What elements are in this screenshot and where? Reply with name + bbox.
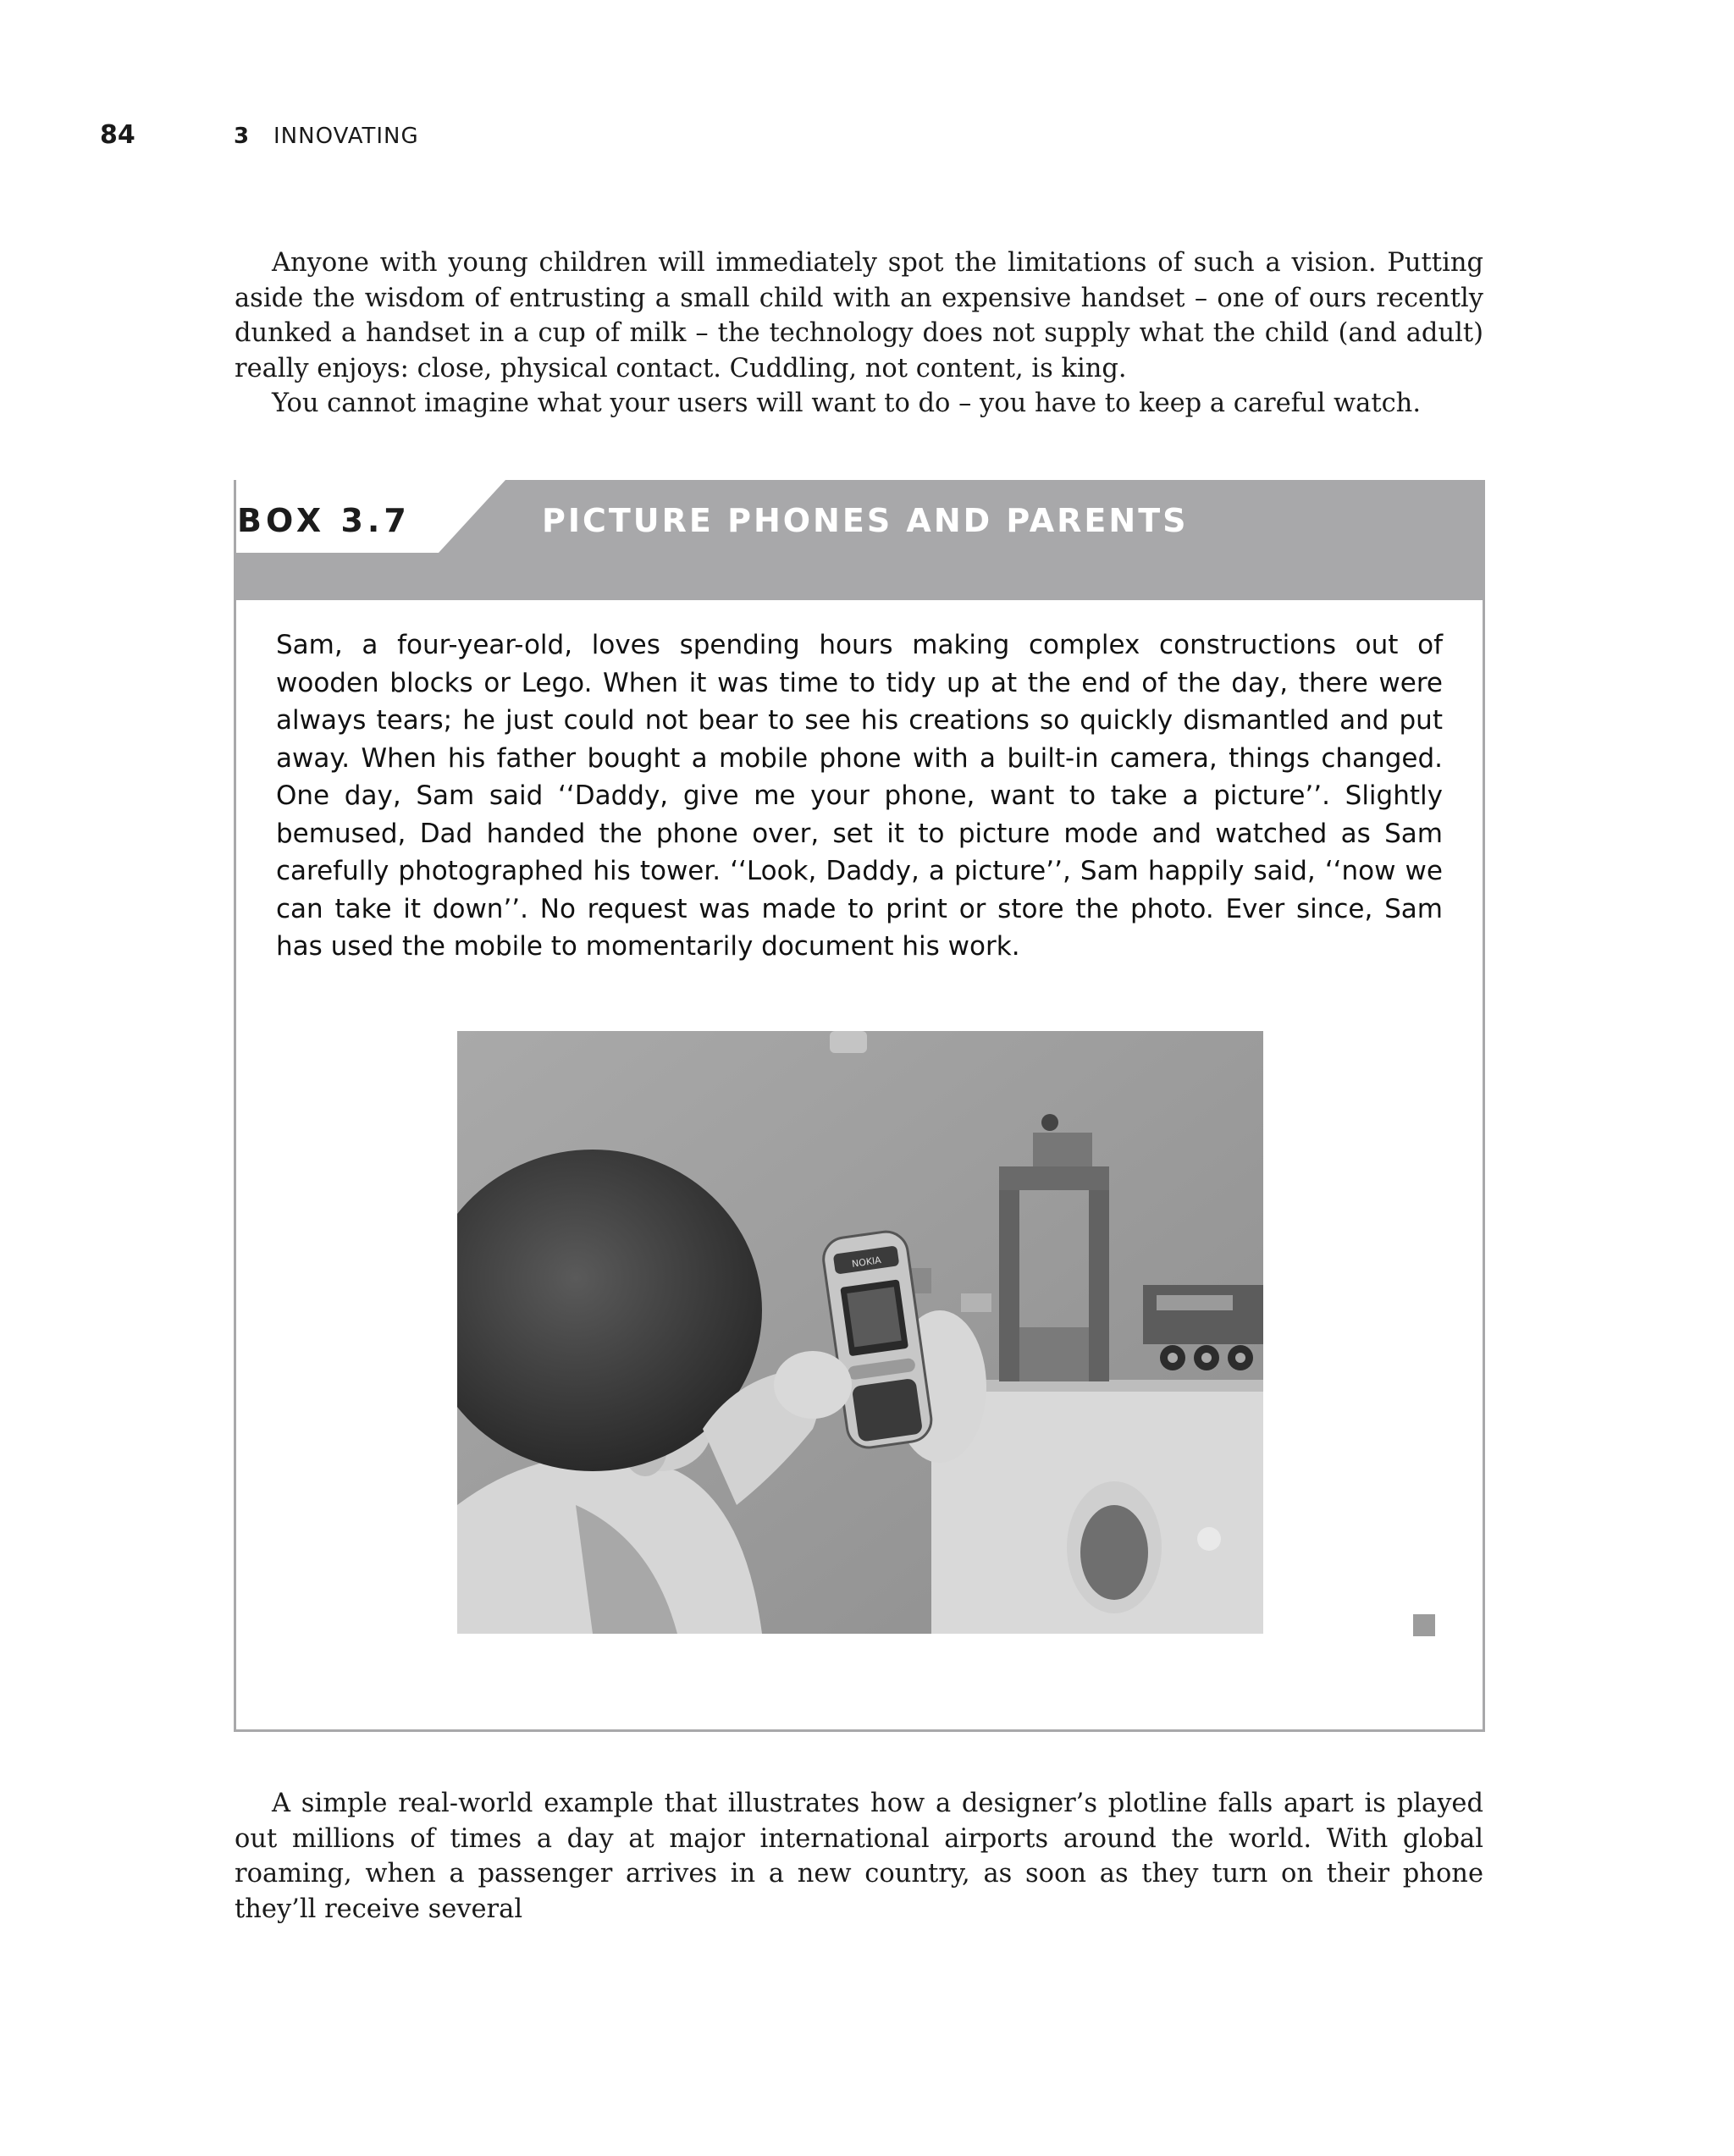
box-3-7 (234, 480, 1485, 1734)
paragraph: A simple real-world example that illustrates how a designer’s plotline falls apart is played out millions of times a day at major international airports around the world. With global roaming, when a passenger arrives in a new country, as soon as they turn on their phone they’ll receive several (235, 1789, 1483, 1924)
box-end-marker (1413, 1614, 1435, 1636)
body-text-top (235, 245, 1483, 422)
chapter-number: 3 (234, 124, 250, 149)
box-title: PICTURE PHONES AND PARENTS (542, 502, 1189, 539)
chapter-title: INNOVATING (273, 124, 419, 149)
paragraph: You cannot imagine what your users will want to do – you have to keep a careful watch. (272, 389, 1422, 418)
box-body-text: Sam, a four-year-old, loves spending hours making complex constructions out of wooden blocks or Lego. When it was time to tidy up at the end of the day, there were always tears; he just could not bear to see his creations so quickly dismantled and put away. When his father bought a mobile phone with a built-in camera, things changed. One day, Sam said ‘‘Daddy, give me your phone, want to take a picture’’. Slightly bemused, Dad handed the phone over, set it to picture mode and watched as Sam carefully photographed his tower. ‘‘Look, Daddy, a picture’’, Sam happily said, ‘‘now we can take it down’’. No request was made to print or store the photo. Ever since, Sam has used the mobile to momentarily document his work. (276, 630, 1443, 962)
page-number: 84 (100, 120, 135, 150)
phone-brand-label: NOKIA (851, 1254, 882, 1270)
running-head (100, 120, 1488, 154)
paragraph: Anyone with young children will immediately spot the limitations of such a vision. Putting aside the wisdom of entrusting a small child with an expensive handset – one of ours recently dunked a handset in a cup of milk – the technology does not supply what the child (and adult) really enjoys: close, physical contact. Cuddling, not content, is king. (235, 248, 1483, 383)
body-text-bottom (235, 1786, 1483, 1927)
photo-boy-with-camera-phone (457, 1031, 1263, 1634)
box-label: BOX 3.7 (237, 502, 411, 539)
box-header-band (234, 480, 1485, 600)
